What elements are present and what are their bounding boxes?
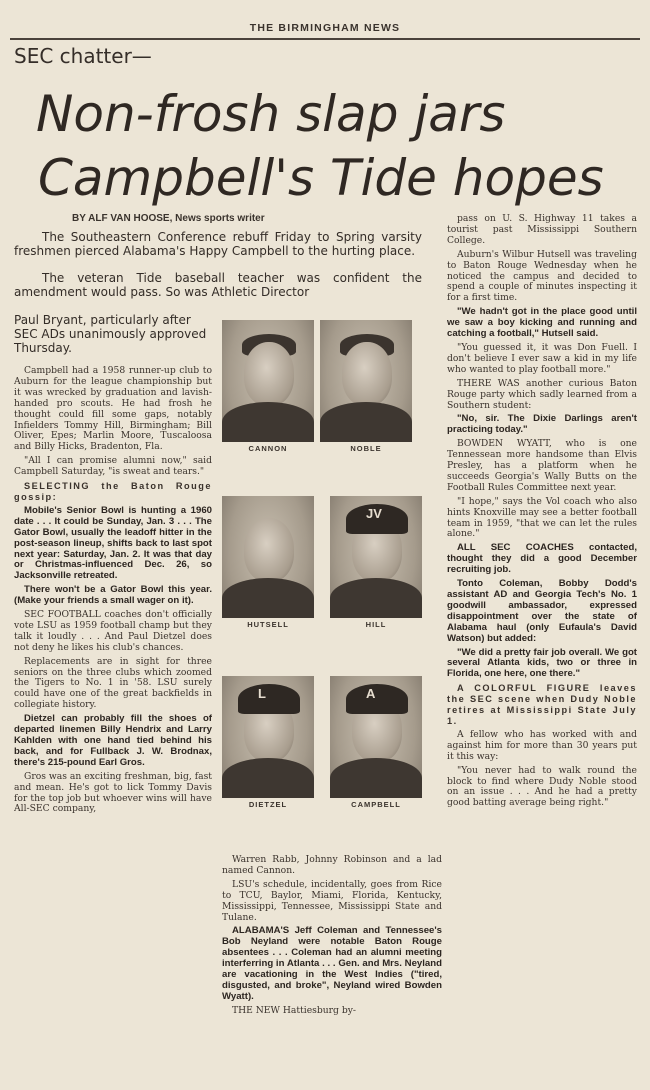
cap-letter: A <box>366 686 376 701</box>
headline-line-2: Campbell's Tide hopes <box>38 149 604 207</box>
paragraph: SEC FOOTBALL coaches don't officially vote LSU as 1959 football champ but they talk it loudly . . . And Paul Dietzel does not deny he likes his club's chances. <box>14 609 212 653</box>
photo-noble <box>320 320 412 456</box>
face-shape <box>244 518 294 582</box>
paragraph: Tonto Coleman, Bobby Dodd's assistant AD and Georgia Tech's No. 1 goodwill ambassador, expressed disappointment over the state of Alabama haul (only Eufaula's David Watson) but added: <box>447 578 637 644</box>
lead-paragraph-2: The veteran Tide baseball teacher was confident the amendment would pass. So was Athletic Director <box>14 271 422 299</box>
paragraph: "You never had to walk round the block to find where Dudy Noble stood on an issue . . . And he had a pretty good batting average being right." <box>447 764 637 809</box>
photo-caption: CAMPBELL <box>330 798 422 812</box>
paragraph: LSU's schedule, incidentally, goes from Rice to TCU, Baylor, Miami, Florida, Kentucky, Mississippi, Tennessee, Mississippi State and Tulane. <box>222 878 442 923</box>
shoulders-shape <box>320 402 412 442</box>
column-left <box>14 366 212 1076</box>
paragraph: Auburn's Wilbur Hutsell was traveling to Baton Rouge Wednesday when he noticed the campus and decided to spend a couple of minutes inspecting it for a first time. <box>447 248 637 304</box>
headline-line-1: Non-frosh slap jars <box>36 85 506 143</box>
paragraph: A fellow who has worked with and against him for more than 30 years put it this way: <box>447 728 637 762</box>
column-middle <box>222 855 442 1080</box>
paragraph: "We hadn't got in the place good until we saw a boy kicking and running and catching a football," Hutsell said. <box>447 306 637 340</box>
masthead: THE BIRMINGHAM NEWS <box>249 22 401 34</box>
photo-caption: NOBLE <box>320 442 412 456</box>
photo-caption: DIETZEL <box>222 798 314 812</box>
cap-letter: JV <box>366 506 382 521</box>
shoulders-shape <box>222 578 314 618</box>
photo-dietzel <box>222 676 314 812</box>
kicker: SEC chatter— <box>14 44 152 68</box>
paragraph: Mobile's Senior Bowl is hunting a 1960 date . . . It could be Sunday, Jan. 3 . . . The Gator Bowl, usually the leadoff hitter in the post-season lineup, shifts back to last spot next year: Saturday, Jan. 2. It was that day or Christmas-influenced Dec. 26, so Jacksonville retreated. <box>14 504 212 582</box>
paragraph: BOWDEN WYATT, who is one Tennessean more handsome than Elvis Presley, has a platform when he succeeds Georgia's Wally Butts on the Football Rules Committee next year. <box>447 438 637 493</box>
cap-letter: L <box>258 686 266 701</box>
paragraph: A COLORFUL FIGURE leaves the SEC scene when Dudy Noble retires at Mississippi State July 1. <box>447 683 637 726</box>
paragraph: ALABAMA'S Jeff Coleman and Tennessee's Bob Neyland were notable Baton Rouge absentees . . . Coleman had an alumni meeting interferring in Atlanta . . . Gen. and Mrs. Neyland are vacationing in the West Indies ("tired, disgusted, and broke", Neyland wired Bowden Wyatt). <box>222 925 442 1002</box>
byline: BY ALF VAN HOOSE, News sports writer <box>72 213 265 224</box>
paragraph: There won't be a Gator Bowl this year. (Make your friends a small wager on it). <box>14 584 212 607</box>
paragraph: Gros was an exciting freshman, big, fast and mean. He's got to lick Tommy Davis for the top job but whoever wins will have All-SEC company, <box>14 770 212 815</box>
photo-caption: CANNON <box>222 442 314 456</box>
lead-paragraph-2-continued: Paul Bryant, particularly after SEC ADs unanimously approved Thursday. <box>14 313 207 355</box>
shoulders-shape <box>222 758 314 798</box>
shoulders-shape <box>222 402 314 442</box>
paragraph: Replacements are in sight for three seniors on the three clubs which zoomed the Tigers to No. 1 in '58. LSU surely could have one of the great backfields in collegiate history. <box>14 655 212 711</box>
paragraph: THE NEW Hattiesburg by- <box>232 1004 357 1016</box>
paragraph: "All I can promise alumni now," said Campbell Saturday, "is sweat and tears." <box>14 455 212 478</box>
baseball-cap-shape <box>238 684 300 714</box>
paragraph: pass on U. S. Highway 11 takes a tourist past Mississippi Southern College. <box>447 214 637 246</box>
paragraph: "No, sir. The Dixie Darlings aren't practicing today." <box>447 413 637 436</box>
paragraph: ALL SEC COACHES contacted, thought they did a good December recruiting job. <box>447 542 637 576</box>
shoulders-shape <box>330 578 422 618</box>
face-shape <box>244 342 294 406</box>
paragraph: Warren Rabb, Johnny Robinson and a lad named Cannon. <box>222 855 442 876</box>
photo-hutsell <box>222 496 314 632</box>
photo-cannon <box>222 320 314 456</box>
face-shape <box>342 342 392 406</box>
column-right <box>447 214 637 1079</box>
photo-hill <box>330 496 422 632</box>
paragraph: "You guessed it, it was Don Fuell. I don't believe I ever saw a kid in my life who wanted to play football more." <box>447 341 637 375</box>
paragraph: Dietzel can probably fill the shoes of departed linemen Billy Hendrix and Larry Kahlden with one hand tied behind his back, and for Fullback J. W. Brodnax, there's 215-pound Earl Gros. <box>14 713 212 768</box>
photo-campbell <box>330 676 422 812</box>
shoulders-shape <box>330 758 422 798</box>
paragraph: Campbell had a 1958 runner-up club to Auburn for the league championship but it was wrecked by graduation and lavish-handed pro scouts. He had frosh he thought could fill some gaps, notably Infielders Tommy Hill, Birmingham; Bill Oliver, Epes; Marlin Moore, Tuscaloosa and Billy Hicks, Bradenton, Fla. <box>14 366 212 453</box>
paragraph: "I hope," says the Vol coach who also hints Knoxville may see a better football team in 1959, "that we can let the rules alone." <box>447 495 637 540</box>
baseball-cap-shape <box>346 684 408 714</box>
photo-caption: HILL <box>330 618 422 632</box>
section-lead: SELECTING the Baton Rouge gossip: <box>14 481 212 502</box>
photo-caption: HUTSELL <box>222 618 314 632</box>
paragraph: THERE WAS another curious Baton Rouge party which sadly learned from a Southern student: <box>447 377 637 411</box>
masthead-rule <box>10 38 640 40</box>
lead-paragraph-1: The Southeastern Conference rebuff Friday to Spring varsity freshmen pierced Alabama's Happy Campbell to the hurting place. <box>14 230 422 258</box>
paragraph: "We did a pretty fair job overall. We got several Atlanta kids, two or three in Florida, one here, one there." <box>447 646 637 680</box>
